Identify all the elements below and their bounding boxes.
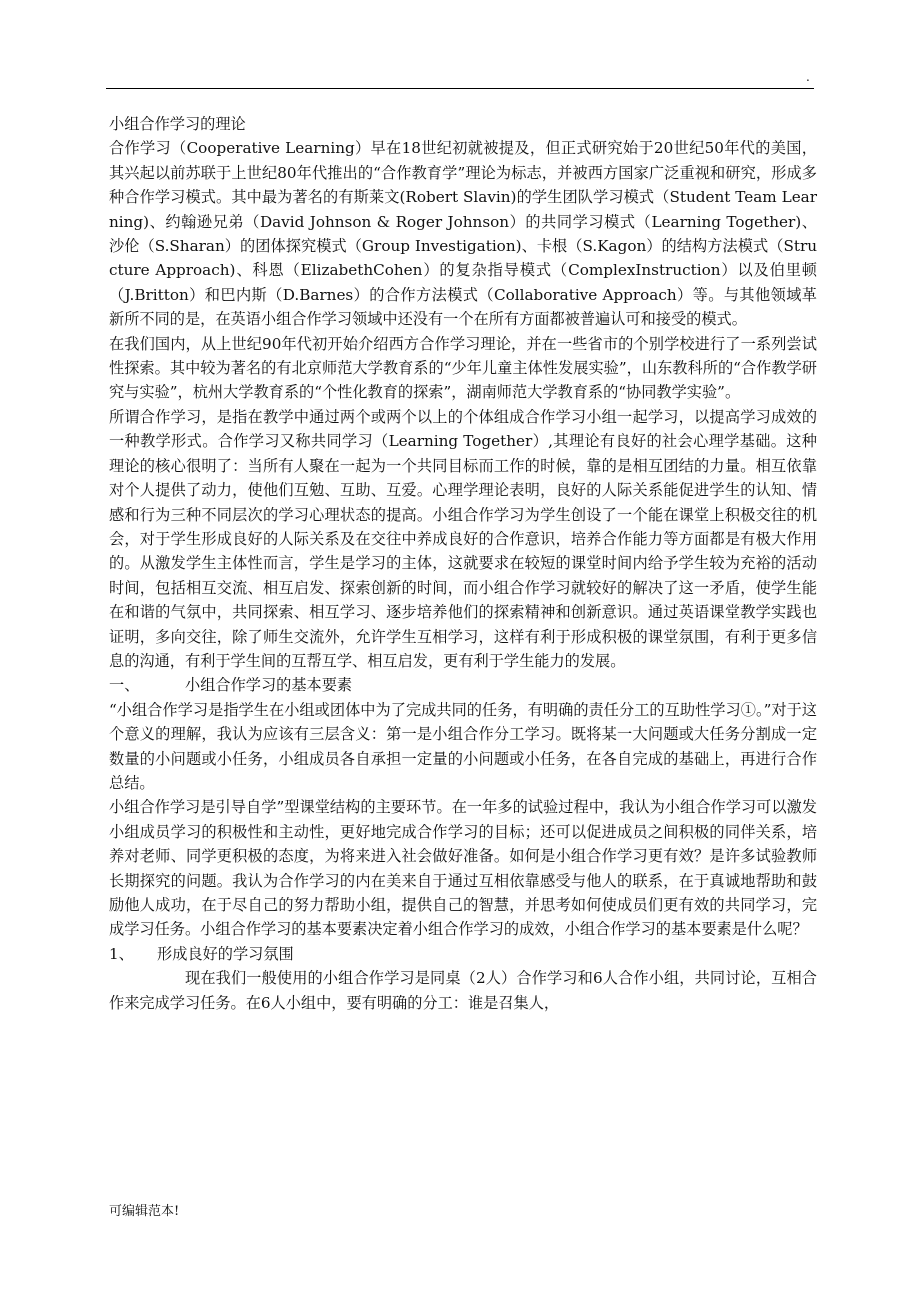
paragraph-domestic-research: 在我们国内，从上世纪90年代初开始介绍西方合作学习理论，并在一些省市的个别学校进行了一系列尝试性探索。其中较为著名的有北京师范大学教育系的“少年儿童主体性发展实验”，山东教科所的“合作教学研究与实验”，杭州大学教育系的“个性化教育的探索”，湖南师范大学教育系的“协同教学实验”。 bbox=[109, 334, 817, 402]
subsection-heading-atmosphere bbox=[109, 942, 817, 966]
section-heading-basic-elements bbox=[109, 673, 817, 697]
subsection-number: 1、 bbox=[109, 944, 134, 963]
header-mark: . bbox=[806, 70, 810, 84]
subsection-title: 形成良好的学习氛围 bbox=[157, 944, 294, 963]
section-number: 一、 bbox=[109, 676, 140, 695]
header-rule bbox=[106, 88, 814, 89]
paragraph-definition: 所谓合作学习，是指在教学中通过两个或两个以上的个体组成合作学习小组一起学习，以提高学习成效的一种教学形式。合作学习又称共同学习（Learning Together）,其理论有良好的社会心理学基础。这种理论的核心很明了：当所有人聚在一起为一个共同目标而工作的时候，靠的是相互团结的力量。相互依靠对个人提供了动力，使他们互勉、互助、互爱。心理学理论表明，良好的人际关系能促进学生的认知、情感和行为三种不同层次的学习心理状态的提高。小组合作学习为学生创设了一个能在课堂上积极交往的机会，对于学生形成良好的人际关系及在交往中养成良好的合作意识，培养合作能力等方面都是有极大作用的。从激发学生主体性而言，学生是学习的主体，这就要求在较短的课堂时间内给予学生较为充裕的活动时间，包括相互交流、相互启发、探索创新的时间，而小组合作学习就较好的解决了这一矛盾，使学生能在和谐的气氛中，共同探索、相互学习、逐步培养他们的探索精神和创新意识。通过英语课堂教学实践也证明，多向交往，除了师生交流外，允许学生互相学习，这样有利于形成积极的课堂氛围，有利于更多信息的沟通，有利于学生间的互帮互学、相互启发，更有利于学生能力的发展。 bbox=[109, 407, 817, 670]
paragraph-guided-self-study: 小组合作学习是引导自学”型课堂结构的主要环节。在一年多的试验过程中，我认为小组合作学习可以激发小组成员学习的积极性和主动性，更好地完成合作学习的目标；还可以促进成员之间积极的同伴关系，培养对老师、同学更积极的态度，为将来进入社会做好准备。如何是小组合作学习更有效？是许多试验教师长期探究的问题。我认为合作学习的内在美来自于通过互相依靠感受与他人的联系，在于真诚地帮助和鼓励他人成功，在于尽自己的努力帮助小组，提供自己的智慧，并思考如何使成员们更有效的共同学习，完成学习任务。小组合作学习的基本要素决定着小组合作学习的成效，小组合作学习的基本要素是什么呢？ bbox=[109, 798, 817, 939]
paragraph-meaning: “小组合作学习是指学生在小组或团体中为了完成共同的任务，有明确的责任分工的互助性学习①。”对于这个意义的理解，我认为应该有三层含义：第一是小组合作分工学习。既将某一大问题或大任务分割成一定数量的小问题或小任务，小组成员各自承担一定量的小问题或小任务，在各自完成的基础上，再进行合作总结。 bbox=[109, 700, 817, 792]
paragraph-cooperative-learning-origin: 合作学习（Cooperative Learning）早在18世纪初就被提及，但正式研究始于20世纪50年代的美国，其兴起以前苏联于上世纪80年代推出的“合作教育学”理论为标志，并被西方国家广泛重视和研究，形成多种合作学习模式。其中最为著名的有斯莱文(Robert Slavin)的学生团队学习模式（Student Team Learning)、约翰逊兄弟（David Johnson & Roger Johnson）的共同学习模式（Learning Together)、沙伦（S.Sharan）的团体探究模式（Group Investigation)、卡根（S.Kagon）的结构方法模式（Structure Approach)、科恩（ElizabethCohen）的复杂指导模式（ComplexInstruction）以及伯里顿（J.Britton）和巴内斯（D.Barnes）的合作方法模式（Collaborative Approach）等。与其他领域革新所不同的是，在英语小组合作学习领域中还没有一个在所有方面都被普遍认可和接受的模式。 bbox=[109, 139, 817, 329]
footer-note: 可编辑范本! bbox=[109, 1204, 180, 1219]
document-title: 小组合作学习的理论 bbox=[109, 115, 246, 133]
paragraph-group-size: 现在我们一般使用的小组合作学习是同桌（2人）合作学习和6人合作小组，共同讨论，互相合作来完成学习任务。在6人小组中，要有明确的分工：谁是召集人， bbox=[109, 969, 817, 1012]
section-title: 小组合作学习的基本要素 bbox=[185, 676, 353, 695]
document-body bbox=[109, 112, 817, 1015]
